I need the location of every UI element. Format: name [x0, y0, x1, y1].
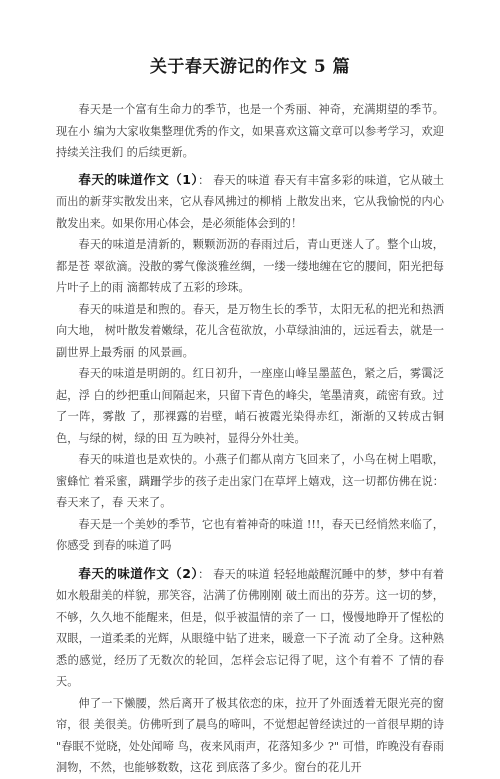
section-1-paragraph-3: 春天的味道是明朗的。红日初升，一座座山峰呈墨蓝色，紧之后，雾霭泛起，浮 白的纱把重山间隔起来，只留下青色的峰尖，笔墨清爽，疏密有致。过了一阵，雾散 了，那裸露的岩壁，峭石被霞光染得赤红，渐渐的又转成古铜色，与绿的树，绿的田 互为映衬，显得分外壮美。	[56, 367, 444, 445]
section-2-heading: 春天的味道作文（2）	[78, 565, 199, 581]
intro-paragraph: 春天是一个富有生命力的季节，也是一个秀丽、神奇，充满期望的季节。现在小 编为大家收集整理优秀的作文，如果喜欢这篇文章可以参考学习，欢迎持续关注我们 的后续更新。	[56, 103, 444, 159]
section-1-paragraph-5: 春天是一个美妙的季节，它也有着神奇的味道 !!!，春天已经悄然来临了，你感受 到春的味道了吗	[56, 517, 444, 552]
section-1-heading: 春天的味道作文（1）	[78, 171, 199, 187]
section-1-lead-text: ： 春天的味道 春天有丰富多彩的味道，它从破土而出的新芽实散发出来，它从春风拂过的柳梢 上散发出来，它从我愉悦的内心散发出来。如果你用心体会，是必须能体会到的！	[56, 173, 444, 230]
section-1-paragraph-4: 春天的味道也是欢快的。小燕子们都从南方飞回来了，小鸟在树上唱歌，蜜蜂忙 着采蜜，蹒跚学步的孩子走出家门在草坪上嬉戏，这一切都仿佛在说：春天来了，春 天来了。	[56, 453, 444, 509]
section-2-lead-text: ： 春天的味道 轻轻地敲醒沉睡中的梦，梦中有着如水般甜美的样貌，那笑容，沾满了仿佛刚刚 破土而出的芬芳。这一切的梦，不够，久久地不能醒来，但是，似乎被温情的亲了一 口，慢慢地睁开了惺松的双眼，一道柔柔的光辉，从眼缝中钻了进来，暖意一下子流 动了全身。这种熟悉的感觉，经历了无数次的轮回，怎样会忘记得了呢，这个有着不 了情的春天。	[56, 567, 444, 688]
article-title: 关于春天游记的作文 5 篇	[149, 57, 351, 77]
section-1-paragraph-1: 春天的味道是清新的，颗颗沥沥的春雨过后，青山更迷人了。整个山坡，都是苍 翠欲滴。没散的雾气像淡雅丝绸，一缕一缕地缠在它的腰间，阳光把每片叶子上的雨 滴都转成了五彩的珍珠。	[56, 238, 444, 294]
spacer	[56, 164, 444, 167]
section-2-paragraph-1: 伸了一下懒腰，然后离开了极其依恋的床，拉开了外面透着无限光亮的窗帘，很 美很美。仿佛听到了晨鸟的啼叫，不觉想起曾经读过的一首很早期的诗 "春眠不觉晓，处处闻啼 鸟，夜来风雨声，花落知多少 ?" 可惜，昨晚没有春雨洞物，不然，也能够数数，这花 到底落了多少。窗台的花儿开	[56, 696, 444, 774]
section-2-lead-paragraph	[56, 563, 444, 693]
section-1-lead-paragraph	[56, 169, 444, 235]
section-1-paragraph-2: 春天的味道是和煦的。春天，是万物生长的季节，太阳无私的把光和热洒向大地， 树叶散发着嫩绿，花儿含苞欲放，小草绿油油的，远远看去，就是一副世界上最秀丽 的风景画。	[56, 302, 444, 359]
